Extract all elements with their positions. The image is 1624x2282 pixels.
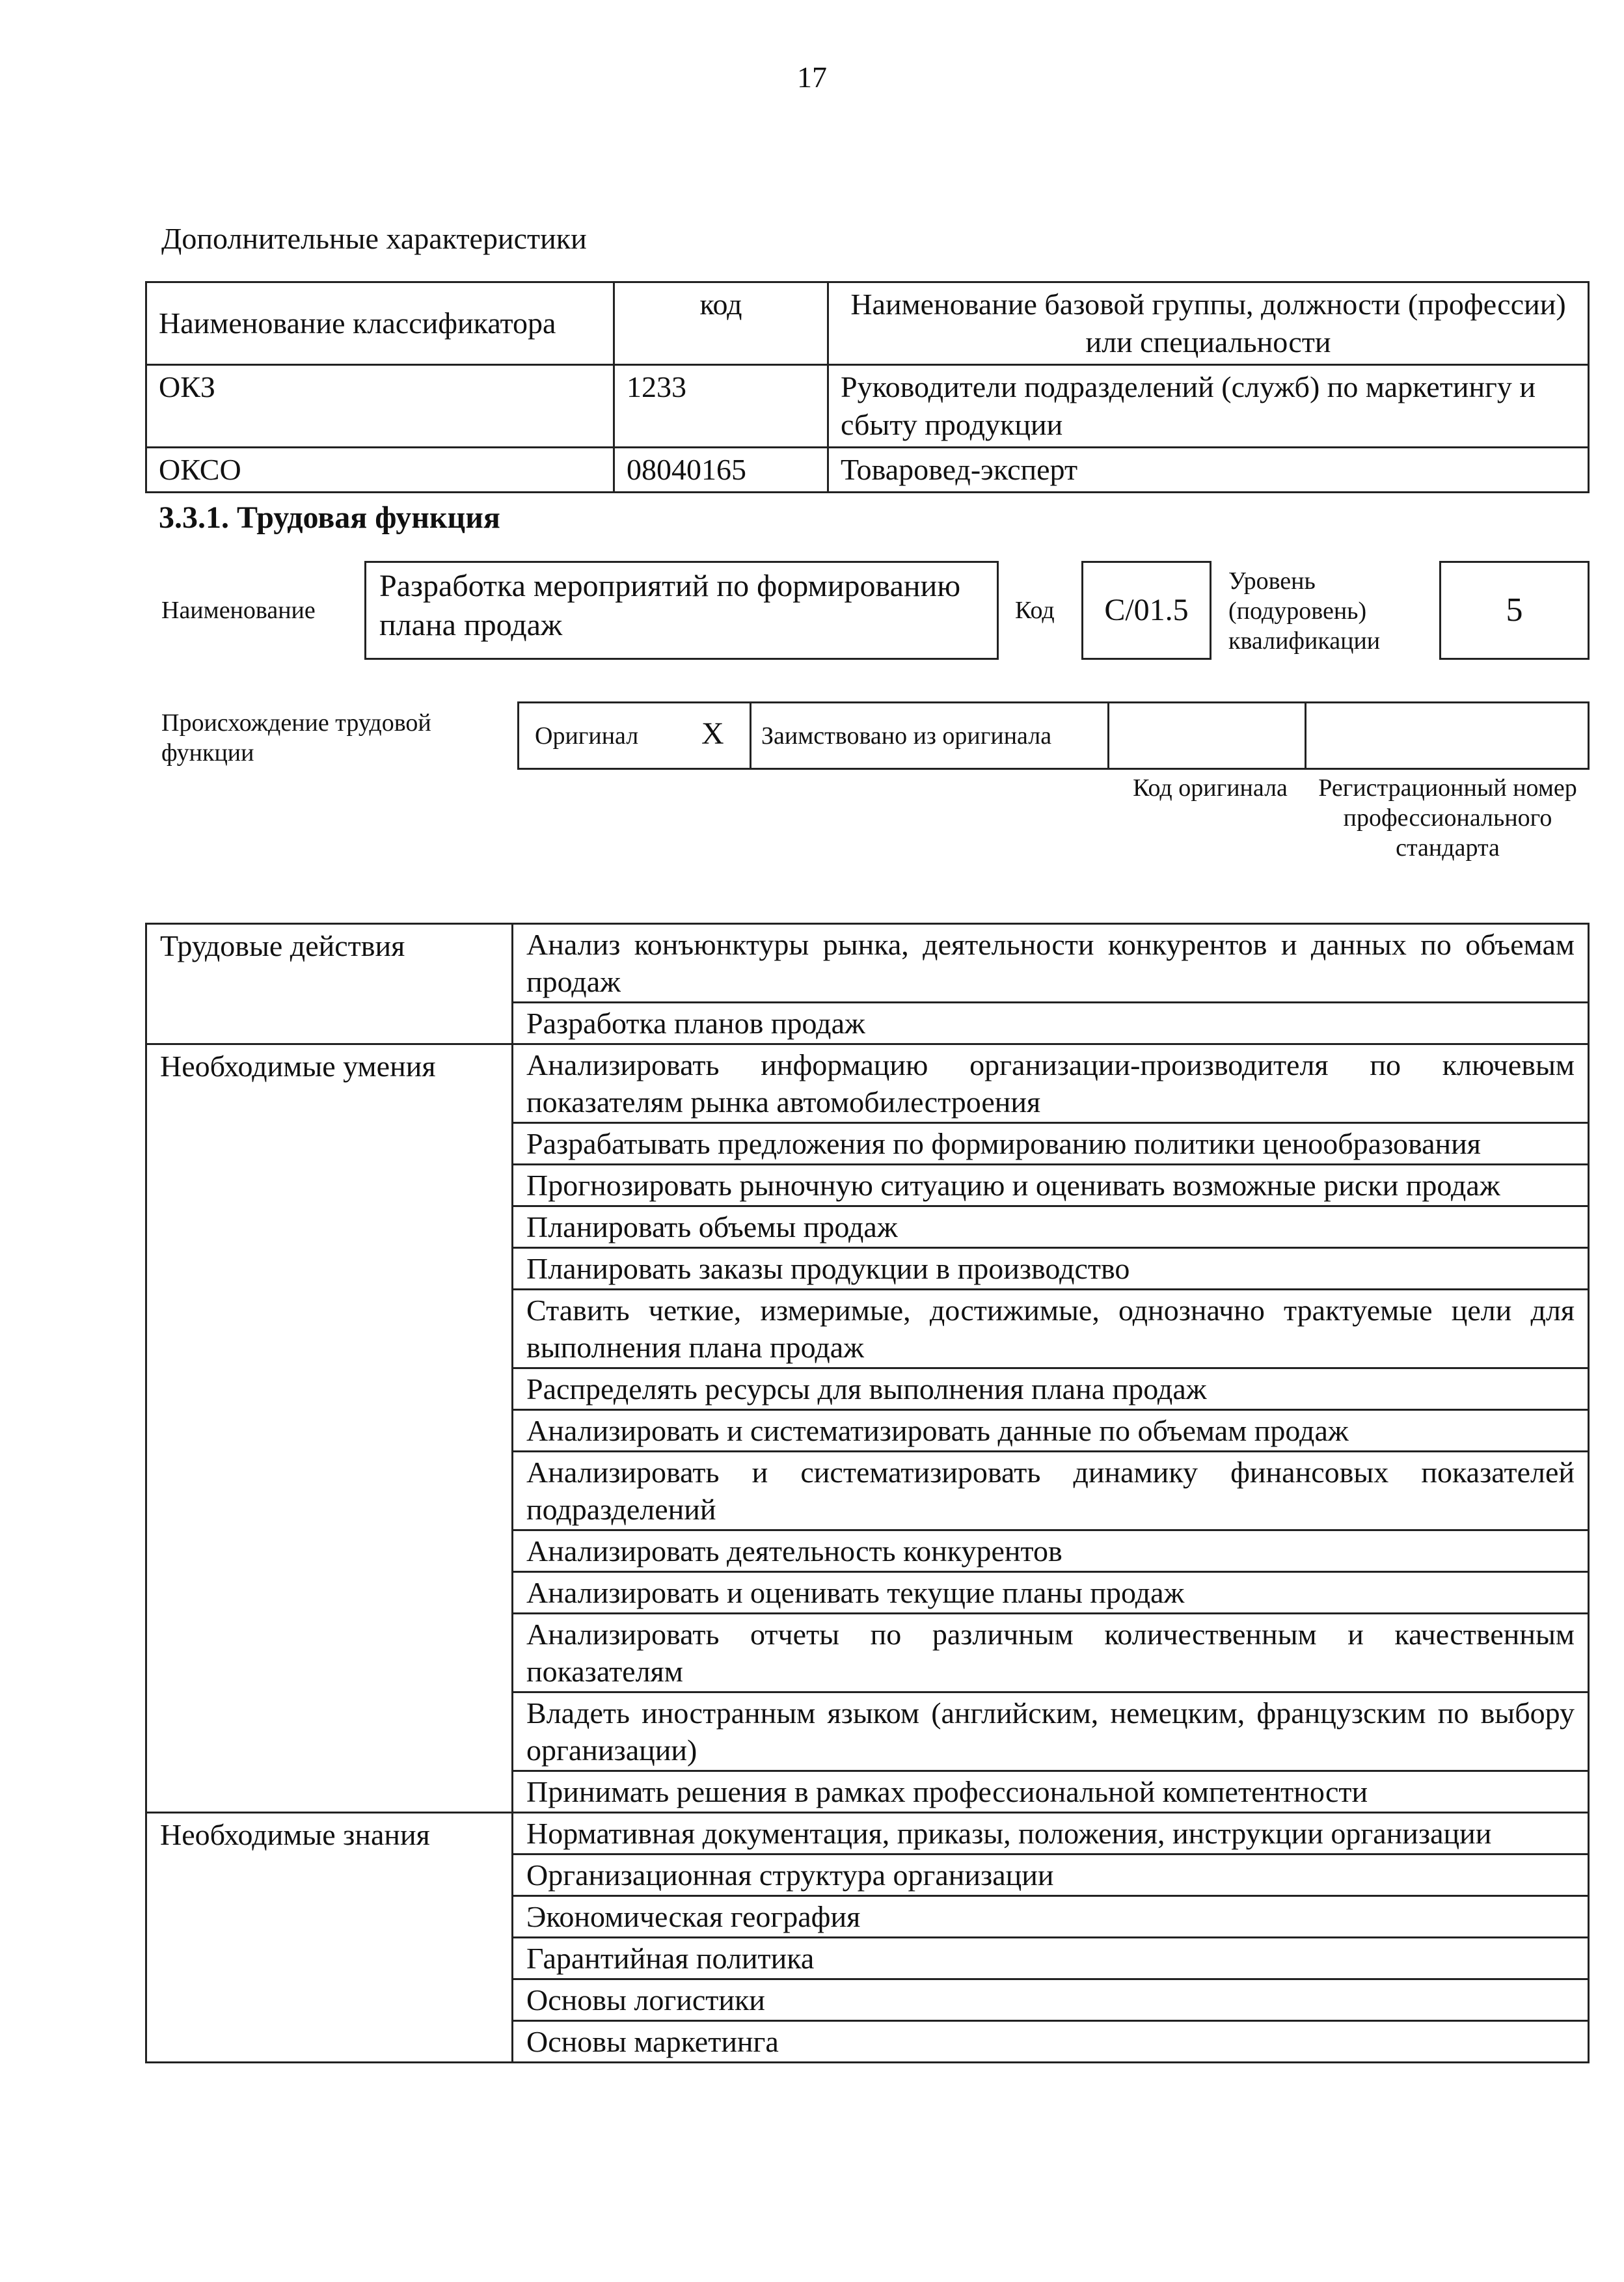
code-caption: Код оригинала	[1133, 774, 1288, 802]
table-row	[146, 365, 1589, 448]
original-label: Оригинал	[535, 722, 639, 750]
requirement-cell: Анализ конъюнктуры рынка, деятельности конкурентов и данных по объемам продаж	[513, 924, 1589, 1003]
origin-label: Происхождение трудовой функции	[161, 709, 431, 767]
requirement-cell: Планировать объемы продаж	[513, 1206, 1589, 1248]
requirement-cell: Анализировать отчеты по различным количественным и качественным показателям	[513, 1614, 1589, 1692]
header-group-name: Наименование базовой группы, должности (профессии) или специальности	[828, 282, 1589, 365]
code-label: Код	[1015, 597, 1055, 624]
requirement-cell: Гарантийная политика	[513, 1938, 1589, 1979]
reg-caption: Регистрационный номер профессионального стандарта	[1318, 774, 1577, 862]
labor-function-table	[145, 923, 1590, 2063]
requirement-cell: Разработка планов продаж	[513, 1003, 1589, 1044]
origin-divider	[1107, 701, 1109, 770]
requirement-cell: Распределять ресурсы для выполнения плана продаж	[513, 1368, 1589, 1410]
function-name-box	[364, 561, 999, 660]
requirement-cell: Экономическая география	[513, 1896, 1589, 1938]
section-heading: Дополнительные характеристики	[161, 222, 587, 255]
requirement-cell: Организационная структура организации	[513, 1854, 1589, 1896]
function-heading: 3.3.1. Трудовая функция	[159, 500, 500, 535]
group-name-cell: Товаровед-эксперт	[828, 448, 1589, 493]
origin-divider	[1305, 701, 1306, 770]
table-header-row	[146, 282, 1589, 365]
name-label: Наименование	[161, 597, 316, 624]
requirement-cell: Анализировать деятельность конкурентов	[513, 1530, 1589, 1572]
original-mark: X	[701, 716, 724, 751]
level-box	[1439, 561, 1590, 660]
classifier-cell: ОКСО	[146, 448, 614, 493]
requirement-cell: Разрабатывать предложения по формированию политики ценообразования	[513, 1123, 1589, 1165]
page-number: 17	[797, 61, 827, 94]
requirement-cell: Основы логистики	[513, 1979, 1589, 2021]
function-code-value: С/01.5	[1104, 593, 1189, 627]
code-cell: 08040165	[614, 448, 828, 493]
requirement-cell: Анализировать и оценивать текущие планы продаж	[513, 1572, 1589, 1614]
requirement-cell: Владеть иностранным языком (английским, немецким, французским по выбору организации)	[513, 1692, 1589, 1771]
origin-box	[517, 701, 1590, 770]
requirement-cell: Планировать заказы продукции в производство	[513, 1248, 1589, 1290]
category-cell: Необходимые знания	[146, 1813, 513, 2063]
level-label: Уровень (подуровень) квалификации	[1228, 567, 1381, 655]
code-cell: 1233	[614, 365, 828, 448]
table-row	[146, 924, 1589, 1003]
requirement-cell: Нормативная документация, приказы, положения, инструкции организации	[513, 1813, 1589, 1854]
origin-divider	[750, 701, 751, 770]
header-classifier: Наименование классификатора	[146, 282, 614, 365]
group-name-cell: Руководители подразделений (служб) по маркетингу и сбыту продукции	[828, 365, 1589, 448]
requirement-cell: Прогнозировать рыночную ситуацию и оценивать возможные риски продаж	[513, 1165, 1589, 1206]
table-row	[146, 448, 1589, 493]
requirement-cell: Ставить четкие, измеримые, достижимые, однозначно трактуемые цели для выполнения плана продаж	[513, 1290, 1589, 1368]
category-cell: Трудовые действия	[146, 924, 513, 1044]
function-name-value: Разработка мероприятий по формированию плана продаж	[379, 569, 961, 642]
function-code-box	[1081, 561, 1211, 660]
requirement-cell: Принимать решения в рамках профессиональной компетентности	[513, 1771, 1589, 1813]
table-row	[146, 1813, 1589, 1854]
requirement-cell: Основы маркетинга	[513, 2021, 1589, 2063]
borrowed-label: Заимствовано из оригинала	[761, 722, 1052, 750]
classifier-table	[145, 281, 1590, 493]
requirement-cell: Анализировать и систематизировать данные по объемам продаж	[513, 1410, 1589, 1452]
requirement-cell: Анализировать информацию организации-производителя по ключевым показателям рынка автомобилестроения	[513, 1044, 1589, 1123]
classifier-cell: ОКЗ	[146, 365, 614, 448]
header-code: код	[614, 282, 828, 365]
level-value: 5	[1506, 591, 1523, 629]
table-row	[146, 1044, 1589, 1123]
category-cell: Необходимые умения	[146, 1044, 513, 1813]
requirement-cell: Анализировать и систематизировать динамику финансовых показателей подразделений	[513, 1452, 1589, 1530]
